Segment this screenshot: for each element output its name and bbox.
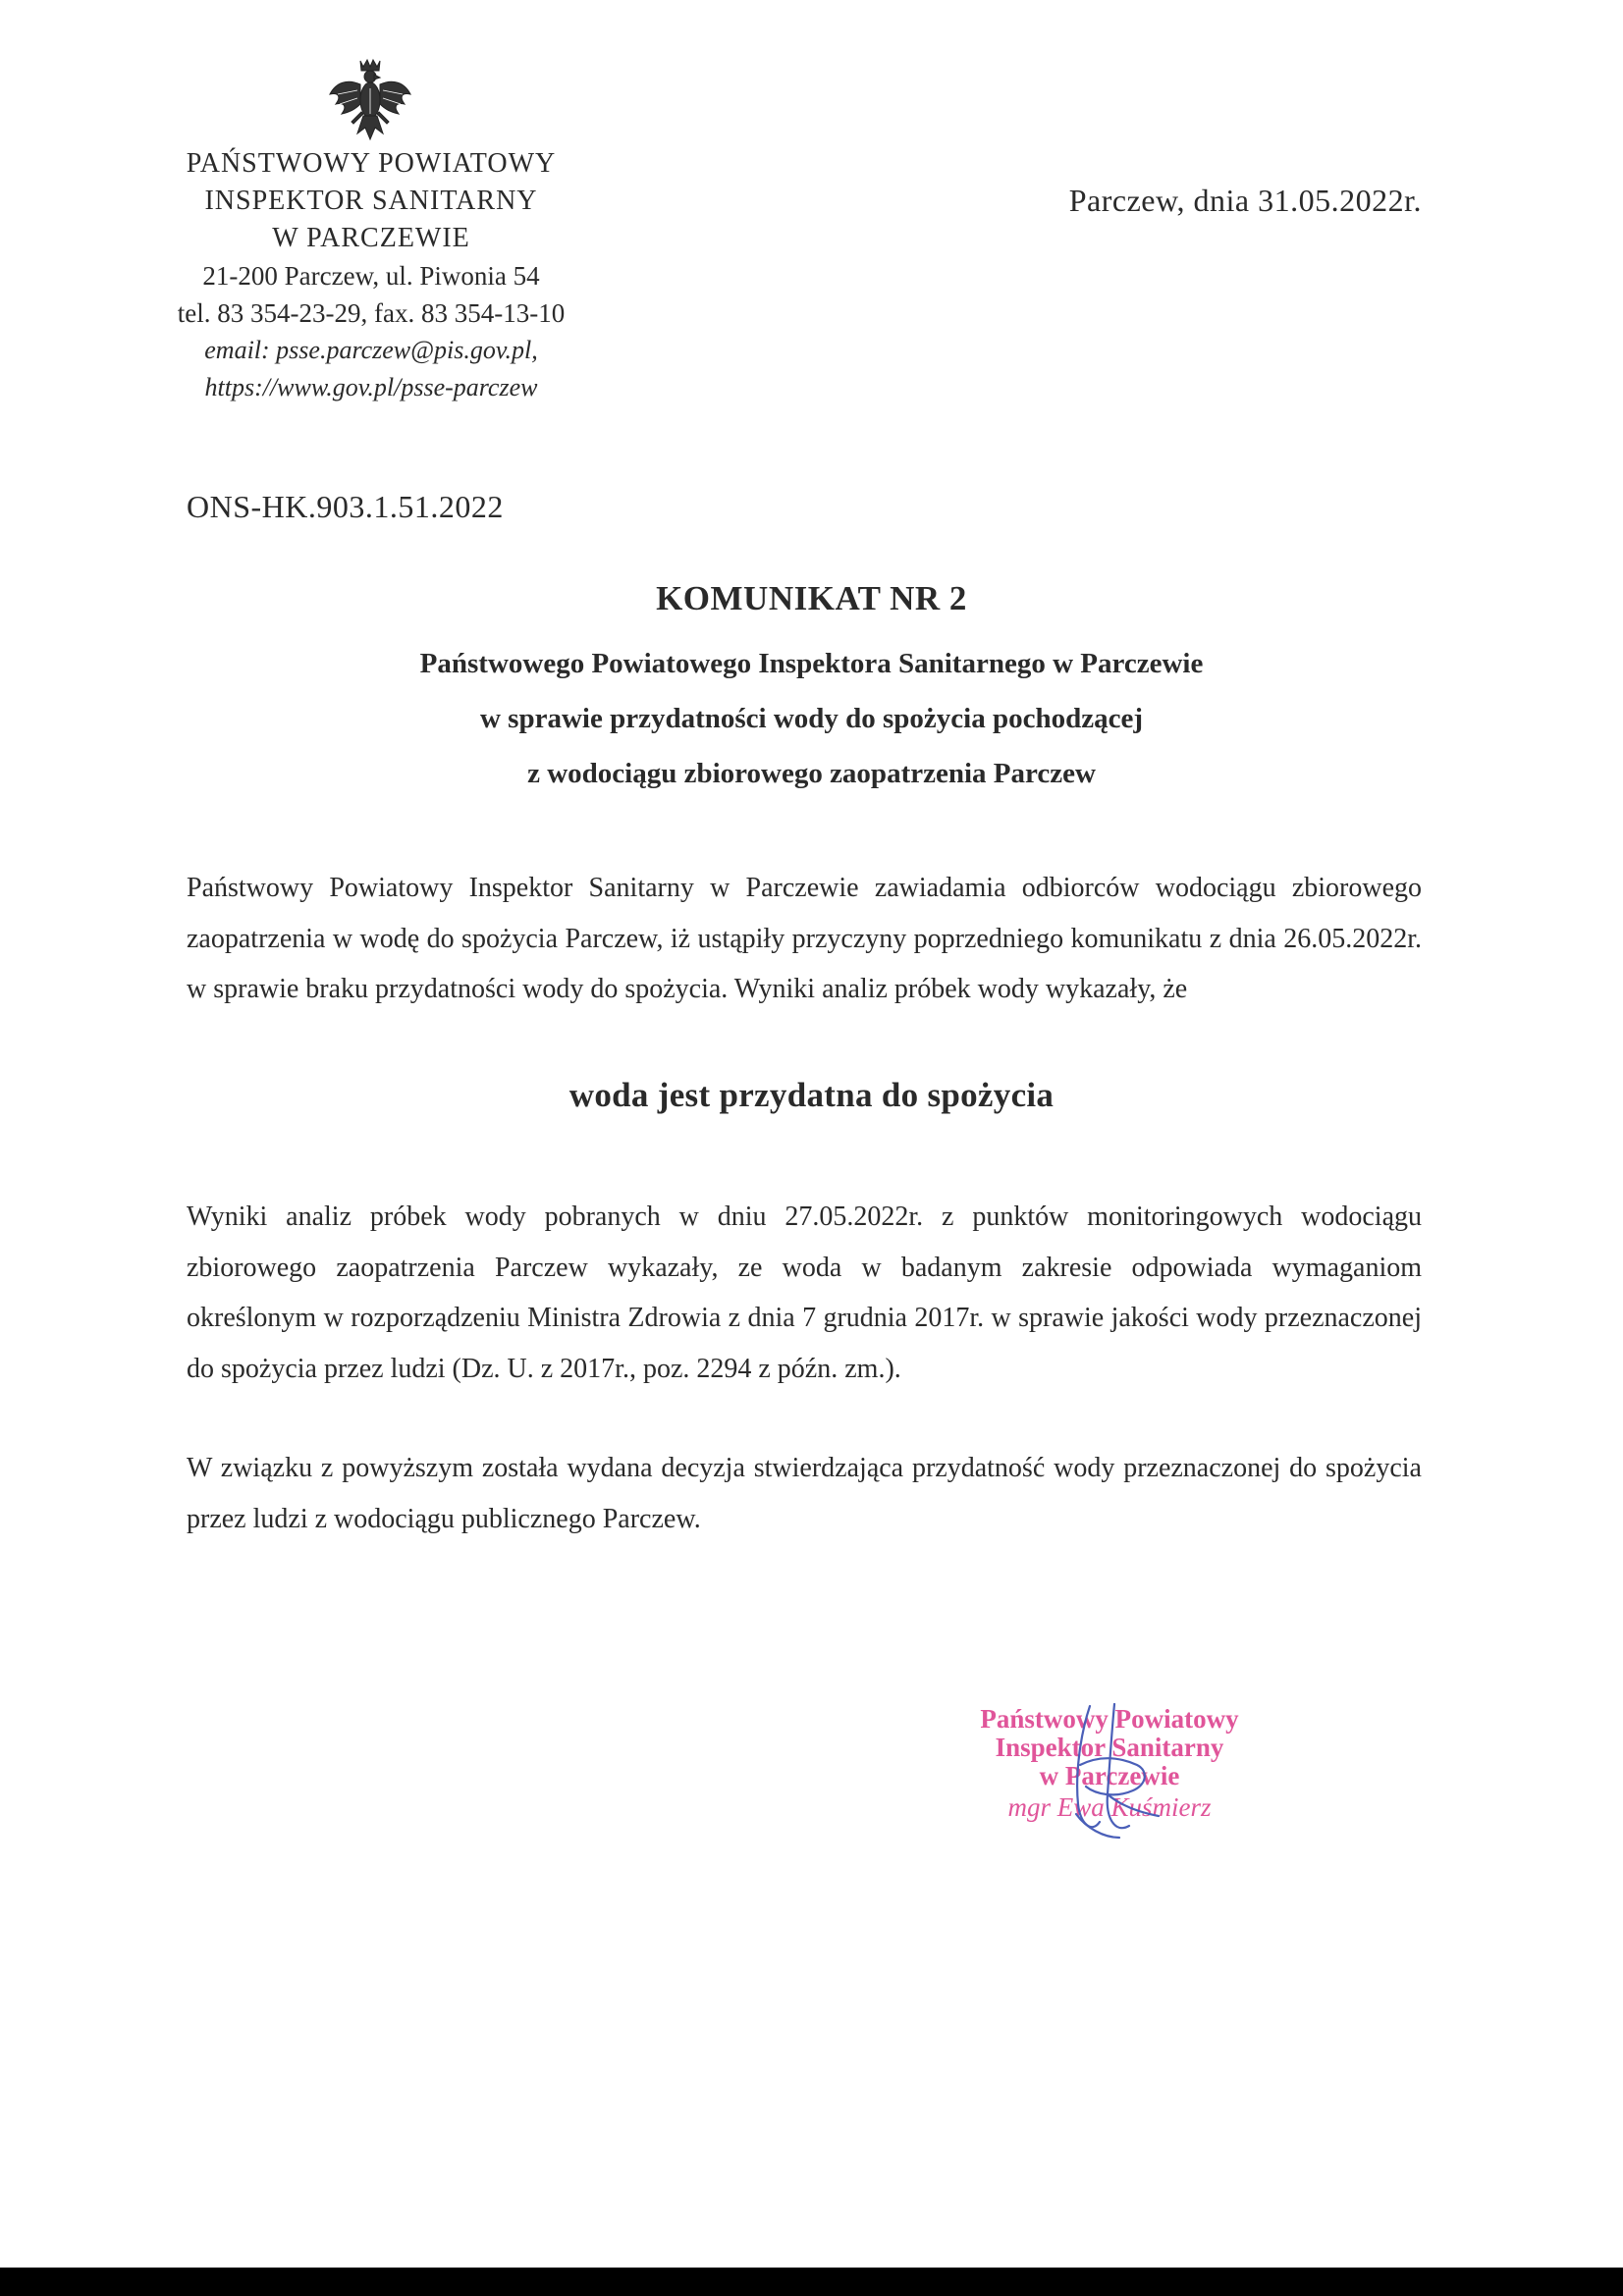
body-paragraph-3: W związku z powyższym została wydana decyzja stwierdzająca przydatność wody przeznaczonej do spożycia przez ludzi z wodociągu publicznego Parczew.	[187, 1453, 1422, 1534]
body-paragraph-2: Wyniki analiz próbek wody pobranych w dniu 27.05.2022r. z punktów monitoringowych wodociągu zbiorowego zaopatrzenia Parczew wykazały, ze woda w badanym zakresie odpowiada wymaganiom określonym w rozporządzeniu Ministra Zdrowia z dnia 7 grudnia 2017r. w sprawie jakości wody przeznaczonej do spożycia przez ludzi (Dz. U. z 2017r., poz. 2294 z późn. zm.).	[187, 1201, 1422, 1384]
document-subtitle-line-1: Państwowego Powiatowego Inspektora Sanitarnego w Parczewie	[419, 648, 1204, 679]
document-date: Parczew, dnia 31.05.2022r.	[1068, 183, 1422, 218]
institution-address: 21-200 Parczew, ul. Piwonia 54	[202, 261, 540, 291]
institution-name-line-1: PAŃSTWOWY POWIATOWY	[186, 148, 557, 179]
document-subtitle-line-3: z wodociągu zbiorowego zaopatrzenia Parczew	[527, 758, 1096, 789]
polish-eagle-emblem-icon	[328, 55, 412, 145]
stamp-line-1: Państwowy Powiatowy	[980, 1704, 1239, 1734]
institution-name-line-3: W PARCZEWIE	[272, 223, 470, 253]
institution-name-line-2: INSPEKTOR SANITARNY	[204, 186, 538, 216]
scan-bottom-border	[0, 2268, 1623, 2296]
institution-website: https://www.gov.pl/psse-parczew	[204, 373, 538, 401]
document-subtitle-line-2: w sprawie przydatności wody do spożycia pochodzącej	[479, 703, 1144, 734]
highlight-statement: woda jest przydatna do spożycia	[568, 1076, 1055, 1114]
stamp-line-2: Inspektor Sanitarny	[995, 1733, 1224, 1762]
institution-email: email: psse.parczew@pis.gov.pl,	[204, 336, 538, 364]
reference-number: ONS-HK.903.1.51.2022	[187, 489, 504, 524]
institution-phone: tel. 83 354-23-29, fax. 83 354-13-10	[177, 298, 566, 328]
body-paragraph-1: Państwowy Powiatowy Inspektor Sanitarny w Parczewie zawiadamia odbiorców wodociągu zbiorowego zaopatrzenia w wodę do spożycia Parczew, iż ustąpiły przyczyny poprzedniego komunikatu z dnia 26.05.2022r. w sprawie braku przydatności wody do spożycia. Wyniki analiz próbek wody wykazały, że	[187, 873, 1422, 1004]
document-title: KOMUNIKAT NR 2	[656, 579, 967, 617]
stamp-signatory: mgr Ewa Kuśmierz	[1007, 1792, 1212, 1822]
stamp-line-3: w Parczewie	[1039, 1761, 1180, 1790]
institution-header	[147, 145, 595, 406]
handwritten-signature	[1021, 1696, 1198, 1853]
